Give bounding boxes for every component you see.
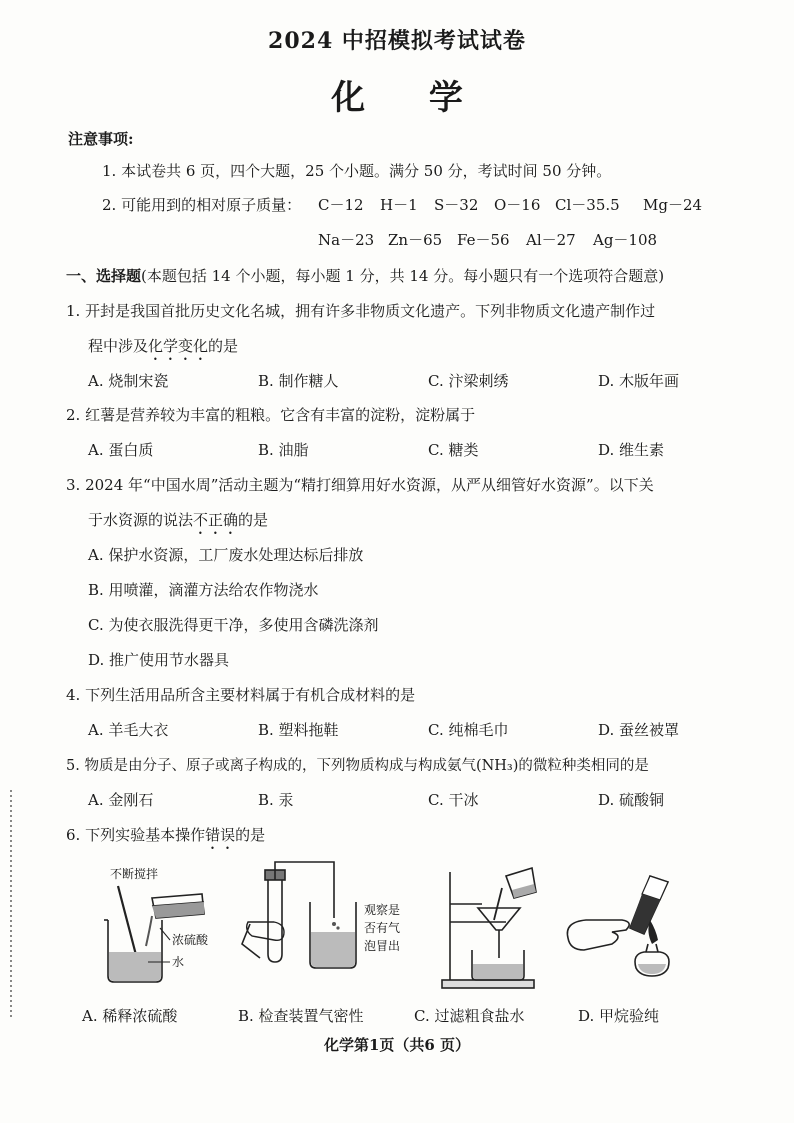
atomic-mass: O－16 <box>494 196 541 214</box>
option-b[interactable]: B. 汞 <box>258 791 294 809</box>
label-acid: 浓硫酸 <box>172 933 209 947</box>
question-3-line-2 <box>88 509 268 538</box>
question-3-text-end: 的是 <box>238 511 269 529</box>
option-d[interactable]: D. 甲烷验纯 <box>578 1007 660 1025</box>
option-a[interactable]: A. 金刚石 <box>88 791 154 809</box>
question-3-emphasis: 不正确 <box>193 511 239 529</box>
option-b[interactable]: B. 检查装置气密性 <box>238 1007 364 1025</box>
atomic-mass: Zn－65 <box>388 231 443 249</box>
atomic-mass: Cl－35.5 <box>555 196 620 214</box>
option-a[interactable]: A. 保护水资源，工厂废水处理达标后排放 <box>88 546 364 564</box>
figure-filtration <box>436 858 566 998</box>
option-d[interactable]: D. 木版年画 <box>598 372 680 390</box>
label-stir: 不断搅拌 <box>110 867 159 881</box>
label-observe-3: 泡冒出 <box>364 939 401 953</box>
page-footer: 化学第1页（共6 页） <box>323 1036 471 1054</box>
atomic-mass: Ag－108 <box>593 231 658 249</box>
question-3-line-1: 3. 2024 年“中国水周”活动主题为“精打细算用好水资源，从严从细管好水资源”。以下关 <box>66 476 654 494</box>
notice-heading: 注意事项: <box>68 130 134 148</box>
option-c[interactable]: C. 过滤粗食盐水 <box>414 1007 525 1025</box>
option-b[interactable]: B. 塑料拖鞋 <box>258 721 339 739</box>
figure-dilute-acid <box>90 858 230 998</box>
option-c[interactable]: C. 汴梁刺绣 <box>428 372 509 390</box>
option-d[interactable]: D. 推广使用节水器具 <box>88 651 230 669</box>
atomic-mass: Mg－24 <box>643 196 703 214</box>
section-1-instructions: (本题包括 14 个小题，每小题 1 分，共 14 分。每小题只有一个选项符合题意) <box>141 267 665 285</box>
experiment-figures <box>90 858 730 998</box>
question-1-text: 程中涉及 <box>88 337 149 355</box>
option-b[interactable]: B. 制作糖人 <box>258 372 339 390</box>
label-observe-1: 观察是 <box>364 903 401 917</box>
question-4-line-1: 4. 下列生活用品所含主要材料属于有机合成材料的是 <box>66 686 416 704</box>
question-1-line-2 <box>88 335 238 364</box>
option-b[interactable]: B. 用喷灌，滴灌方法给农作物浇水 <box>88 581 319 599</box>
atomic-mass: Al－27 <box>526 231 576 249</box>
option-d[interactable]: D. 蚕丝被罩 <box>598 721 680 739</box>
atomic-mass: H－1 <box>380 196 418 214</box>
section-1-title: 一、选择题 <box>66 267 142 285</box>
atomic-mass: Fe－56 <box>457 231 510 249</box>
exam-title: 2024 中招模拟考试试卷 <box>268 28 526 54</box>
option-b[interactable]: B. 油脂 <box>258 441 309 459</box>
question-6-emphasis: 错误 <box>205 826 236 844</box>
option-a[interactable]: A. 烧制宋瓷 <box>88 372 169 390</box>
question-6-line-1 <box>66 824 265 853</box>
question-1-line-1: 1. 开封是我国首批历史文化名城，拥有许多非物质文化遗产。下列非物质文化遗产制作过 <box>66 302 656 320</box>
option-c[interactable]: C. 糖类 <box>428 441 479 459</box>
notice-item-2 <box>102 194 301 215</box>
question-6-text-end: 的是 <box>235 826 266 844</box>
binding-line-marks <box>6 790 16 1020</box>
figure-airtightness <box>238 858 438 998</box>
option-a[interactable]: A. 羊毛大衣 <box>88 721 169 739</box>
question-5-line-1: 5. 物质是由分子、原子或离子构成的，下列物质构成与构成氨气(NH₃)的微粒种类相同的是 <box>66 758 649 774</box>
option-a[interactable]: A. 蛋白质 <box>88 441 154 459</box>
option-c[interactable]: C. 纯棉毛巾 <box>428 721 509 739</box>
option-c[interactable]: C. 干冰 <box>428 791 479 809</box>
question-1-text-end: 的是 <box>208 337 239 355</box>
question-2-line-1: 2. 红薯是营养较为丰富的粗粮。它含有丰富的淀粉，淀粉属于 <box>66 406 476 424</box>
atomic-mass: Na－23 <box>318 231 375 249</box>
option-c[interactable]: C. 为使衣服洗得更干净，多使用含磷洗涤剂 <box>88 616 379 634</box>
option-d[interactable]: D. 维生素 <box>598 441 665 459</box>
figure-methane-test <box>564 858 724 998</box>
label-water: 水 <box>172 955 185 969</box>
option-d[interactable]: D. 硫酸铜 <box>598 791 665 809</box>
label-observe-2: 否有气 <box>364 921 401 935</box>
atomic-mass: S－32 <box>434 196 479 214</box>
option-a[interactable]: A. 稀释浓硫酸 <box>82 1007 178 1025</box>
subject-title: 化 学 <box>331 78 489 118</box>
question-1-emphasis: 化学变化 <box>148 337 209 355</box>
notice-item-1: 1. 本试卷共 6 页，四个大题，25 个小题。满分 50 分，考试时间 50 分钟。 <box>102 162 612 180</box>
notice-item-2-prefix: 2. 可能用到的相对原子质量： <box>102 196 302 214</box>
question-3-text: 于水资源的说法 <box>88 511 194 529</box>
question-6-text: 6. 下列实验基本操作 <box>66 826 206 844</box>
section-1-heading <box>66 265 664 286</box>
atomic-mass: C－12 <box>318 196 364 214</box>
